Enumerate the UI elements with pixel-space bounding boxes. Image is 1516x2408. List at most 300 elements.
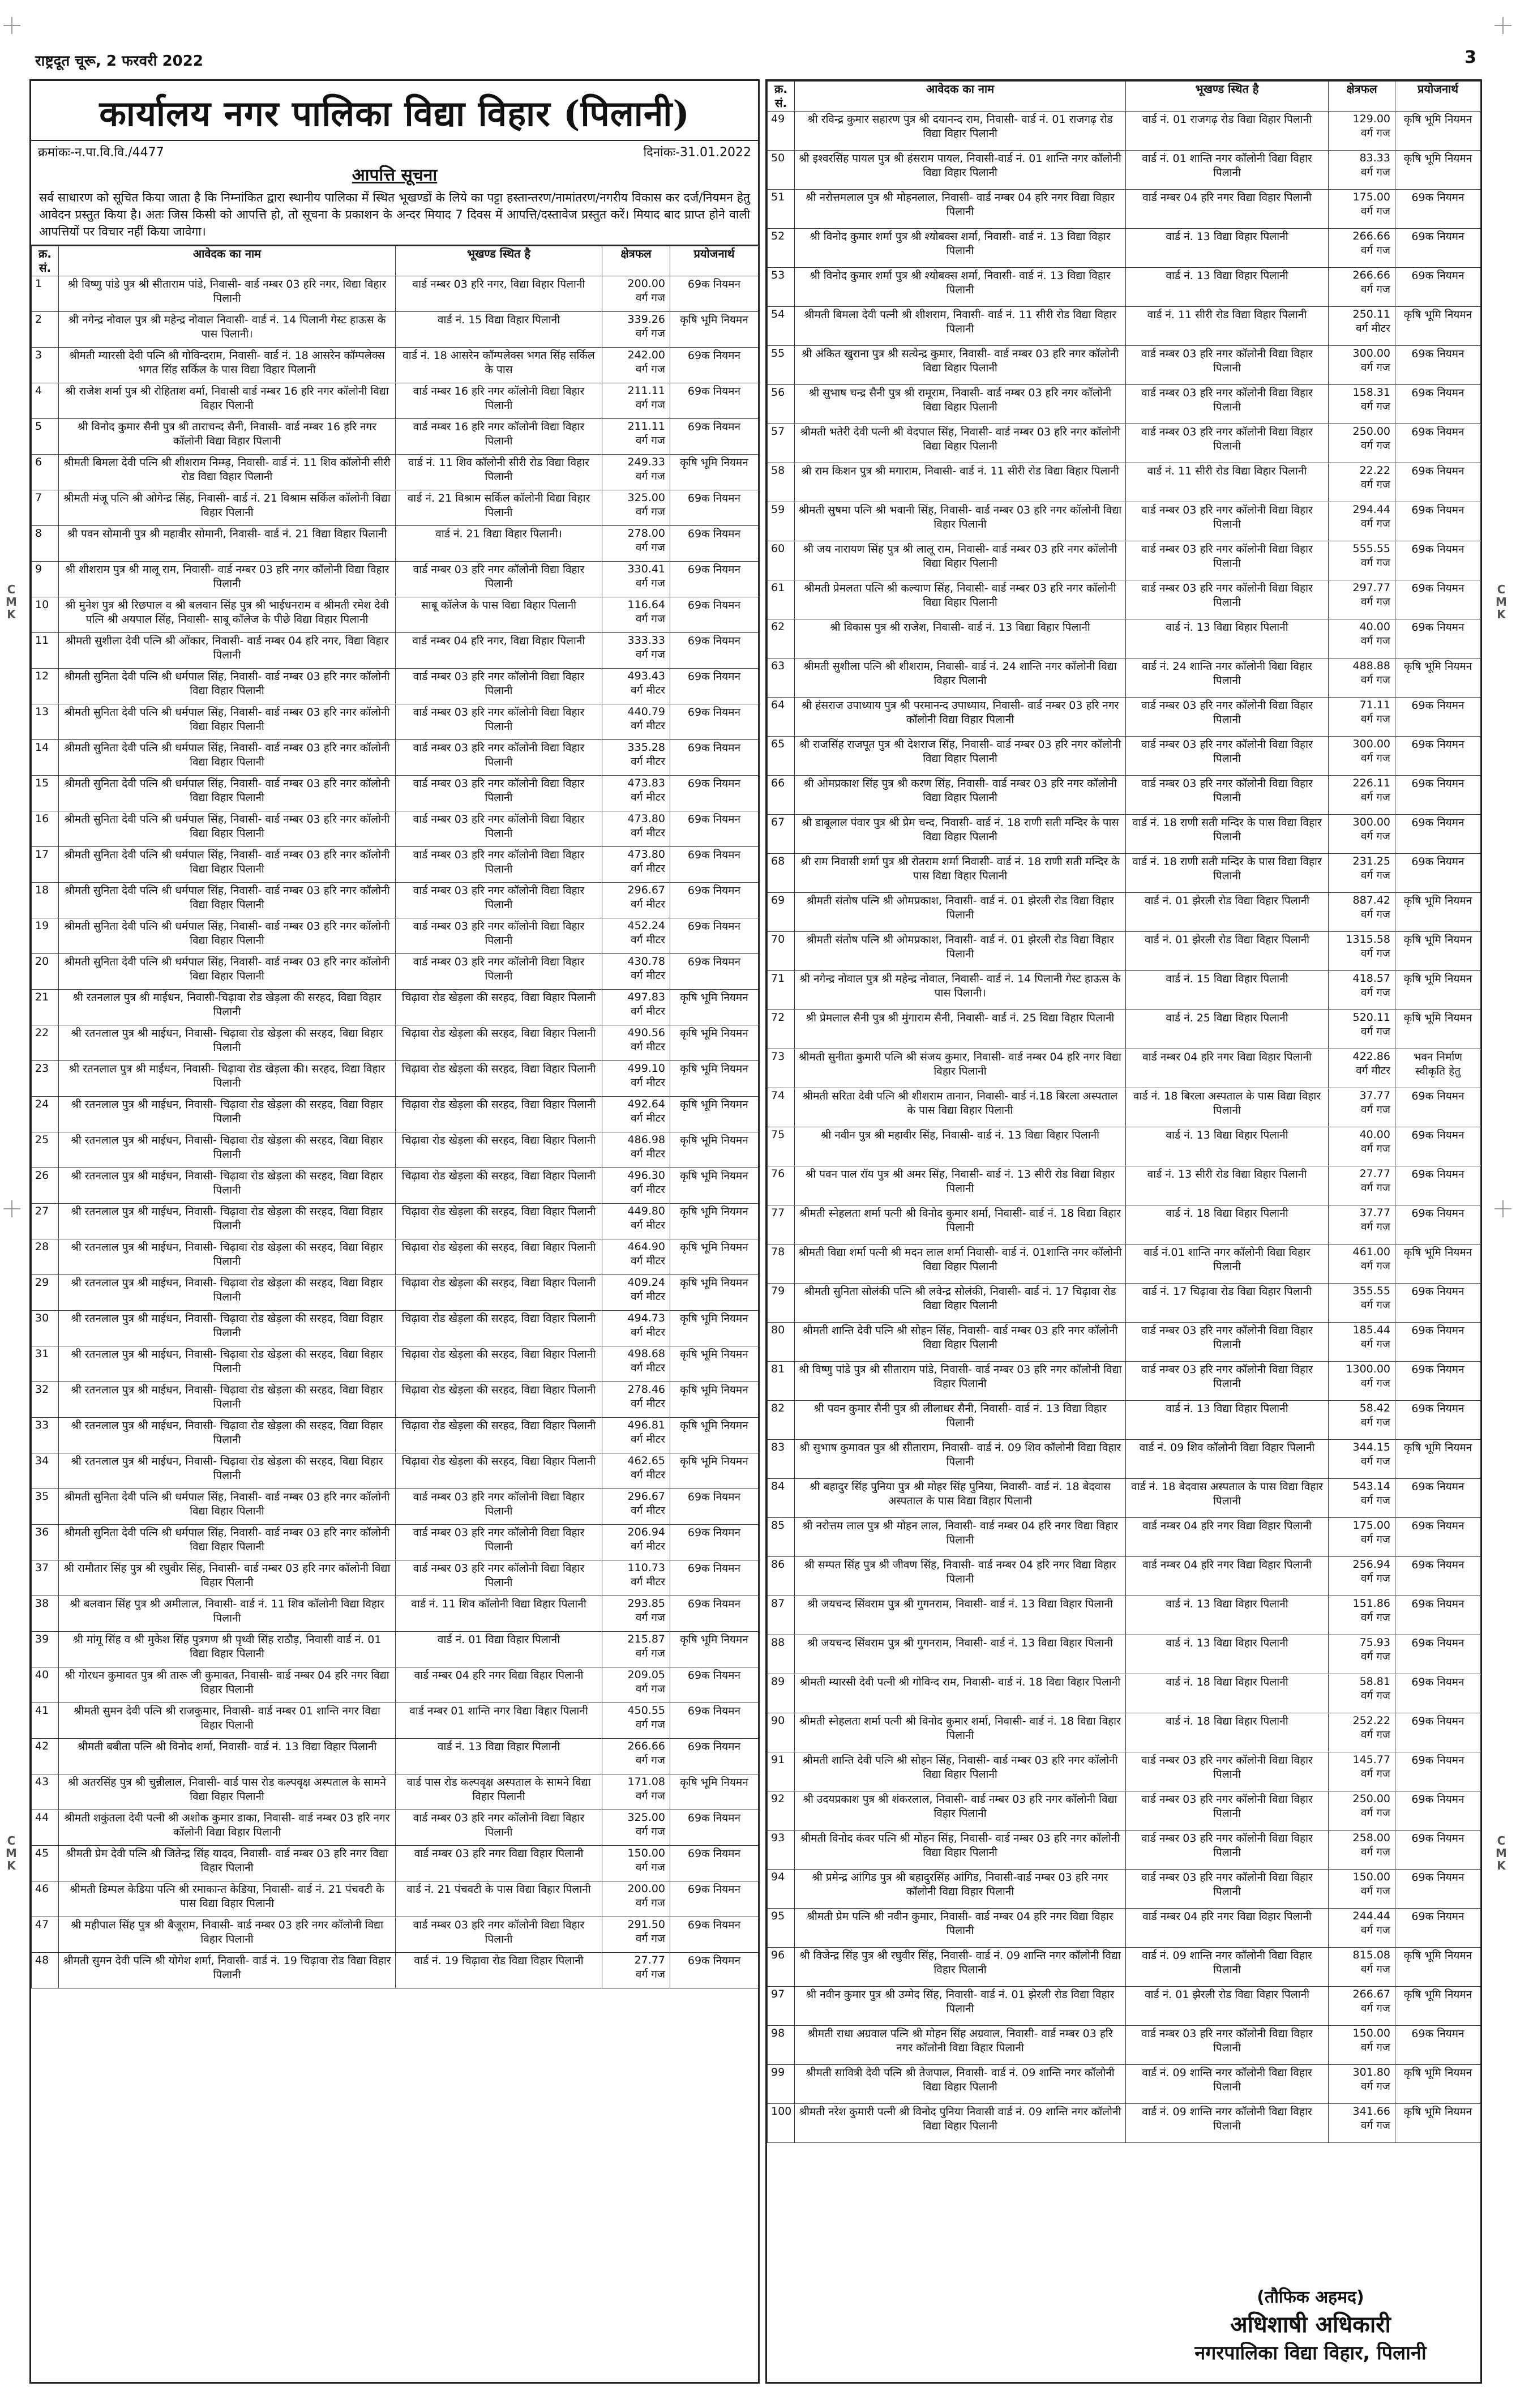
table-row: [768, 698, 1481, 737]
plot-area: [602, 419, 670, 455]
plot-area: [602, 633, 670, 669]
applicant-name: श्रीमती शान्ति देवी पत्नि श्री सोहन सिंह, निवासी- वार्ड नम्बर 03 हरि नगर कॉलोनी विद्या विहार पिलानी: [795, 1752, 1126, 1791]
row-serial: 66: [768, 776, 795, 815]
area-value: 499.10: [627, 1062, 665, 1075]
purpose: 69क नियमन: [670, 1560, 759, 1596]
purpose: 69क नियमन: [1395, 1518, 1481, 1557]
purpose: कृषि भूमि नियमन: [670, 1418, 759, 1453]
plot-area: [1329, 2065, 1395, 2104]
plot-area: [602, 1774, 670, 1810]
area-value: 250.00: [1352, 425, 1390, 438]
area-unit: वर्ग गज: [1360, 1221, 1390, 1233]
applicant-name: श्री जय नारायण सिंह पुत्र श्री लालू राम, निवासी- वार्ड नम्बर 03 हरि नगर कॉलोनी विद्या विहार पिलानी: [795, 541, 1126, 580]
plot-location: वार्ड नम्बर 03 हरि नगर कॉलोनी विद्या विहार पिलानी: [1126, 346, 1329, 385]
purpose: कृषि भूमि नियमन: [670, 1061, 759, 1097]
reg-c: C: [7, 1834, 16, 1847]
plot-area: [1329, 815, 1395, 854]
row-serial: 26: [32, 1168, 59, 1204]
plot-location: वार्ड नम्बर 04 हरि नगर विद्या विहार पिलानी: [1126, 1518, 1329, 1557]
purpose: भवन निर्माण स्वीकृति हेतु: [1395, 1049, 1481, 1088]
table-row: [32, 633, 759, 669]
area-unit: वर्ग गज: [1360, 1260, 1390, 1272]
applicant-name: श्री विजेन्द्र सिंह पुत्र श्री रघुवीर सिंह, निवासी- वार्ड नं. 09 शान्ति नगर कॉलोनी विद्या विहार पिलानी: [795, 1948, 1126, 1987]
plot-location: वार्ड नं. 25 विद्या विहार पिलानी: [1126, 1010, 1329, 1049]
purpose: कृषि भूमि नियमन: [670, 455, 759, 490]
row-serial: 17: [32, 847, 59, 883]
crop-mark-icon: [1494, 17, 1511, 34]
applicant-name: श्रीमती सावित्री देवी पत्नि श्री तेजपाल, निवासी- वार्ड नं. 09 शान्ति नगर कॉलोनी विद्या विहार पिलानी: [795, 2065, 1126, 2104]
applicant-name: श्रीमती सुशीला देवी पत्नि श्री ओंकार, निवासी- वार्ड नम्बर 04 हरि नगर, विद्या विहार पिलानी: [59, 633, 396, 669]
plot-area: [602, 1204, 670, 1239]
area-unit: वर्ग गज: [1360, 1572, 1390, 1585]
area-value: 488.88: [1352, 660, 1390, 672]
plot-area: [1329, 893, 1395, 932]
plot-location: वार्ड नम्बर 03 हरि नगर, विद्या विहार पिलानी: [396, 276, 602, 312]
area-unit: वर्ग गज: [635, 541, 665, 554]
area-unit: वर्ग मीटर: [631, 791, 665, 803]
applicant-name: श्रीमती सुमन देवी पत्नि श्री योगेश शर्मा, निवासी- वार्ड नं. 19 चिढ़ावा रोड विद्या विहार पिलानी: [59, 1953, 396, 1988]
plot-location: वार्ड नम्बर 03 हरि नगर कॉलोनी विद्या विहार पिलानी: [1126, 424, 1329, 463]
table-row: [32, 1418, 759, 1453]
table-row: [768, 268, 1481, 307]
area-value: 543.14: [1352, 1480, 1390, 1492]
plot-area: [1329, 1830, 1395, 1870]
plot-area: [1329, 541, 1395, 580]
area-value: 325.00: [627, 491, 665, 504]
area-unit: वर्ग मीटर: [631, 1005, 665, 1017]
table-row: [32, 276, 759, 312]
purpose: 69क नियमन: [670, 562, 759, 597]
purpose: 69क नियमन: [670, 847, 759, 883]
table-row: [768, 502, 1481, 541]
reg-m: M: [1496, 1846, 1507, 1860]
area-value: 1300.00: [1346, 1363, 1390, 1375]
area-value: 150.00: [1352, 2027, 1390, 2039]
row-serial: 64: [768, 698, 795, 737]
row-serial: 95: [768, 1909, 795, 1948]
plot-area: [1329, 1518, 1395, 1557]
row-serial: 3: [32, 348, 59, 383]
row-serial: 97: [768, 1987, 795, 2026]
table-row: [32, 1168, 759, 1204]
area-value: 22.22: [1359, 464, 1390, 477]
area-unit: वर्ग गज: [1360, 517, 1390, 530]
purpose: 69क नियमन: [1395, 229, 1481, 268]
registration-mark-left-lower: [5, 1834, 18, 1872]
area-unit: वर्ग गज: [635, 648, 665, 661]
area-unit: वर्ग गज: [1360, 2080, 1390, 2093]
plot-area: [1329, 737, 1395, 776]
row-serial: 91: [768, 1752, 795, 1791]
plot-location: वार्ड नं. 21 विश्राम सर्किल कॉलोनी विद्या विहार पिलानी: [396, 490, 602, 526]
plot-area: [1329, 502, 1395, 541]
applicant-name: श्री सुभाष चन्द्र सैनी पुत्र श्री रामूराम, निवासी- वार्ड नम्बर 03 हरि नगर कॉलोनी विद्या विहार पिलानी: [795, 385, 1126, 424]
area-unit: वर्ग गज: [635, 1718, 665, 1731]
area-unit: वर्ग गज: [1360, 908, 1390, 921]
plot-area: [1329, 346, 1395, 385]
area-unit: वर्ग मीटर: [631, 1255, 665, 1267]
applicant-name: श्री इश्वरसिंह पायल पुत्र श्री हंसराम पायल, निवासी-वार्ड नं. 01 शान्ति नगर कॉलोनी विद्या विहार पिलानी: [795, 151, 1126, 190]
applicant-name: श्री महीपाल सिंह पुत्र श्री बैजूराम, निवासी- वार्ड नम्बर 03 हरि नगर कॉलोनी विद्या विहार पिलानी: [59, 1917, 396, 1953]
table-row: [32, 1810, 759, 1846]
plot-location: चिढ़ावा रोड खेड़ला की सरहद, विद्या विहार पिलानी: [396, 1453, 602, 1489]
table-row: [768, 1323, 1481, 1362]
table-body-right: [768, 112, 1481, 2143]
plot-area: [1329, 1635, 1395, 1674]
area-value: 422.86: [1352, 1050, 1390, 1063]
table-row: [768, 1909, 1481, 1948]
applicant-name: श्री सुभाष कुमावत पुत्र श्री सीताराम, निवासी- वार्ड नं. 09 शिव कॉलोनी विद्या विहार पिलानी: [795, 1440, 1126, 1479]
area-value: 250.00: [1352, 1793, 1390, 1805]
table-row: [768, 1088, 1481, 1127]
plot-area: [1329, 229, 1395, 268]
table-row: [768, 1440, 1481, 1479]
header-area: क्षेत्रफल: [602, 246, 670, 276]
area-unit: वर्ग गज: [635, 1683, 665, 1695]
notice-heading: आपत्ति सूचना: [352, 165, 438, 185]
plot-location: वार्ड नं. 13 विद्या विहार पिलानी: [1126, 268, 1329, 307]
purpose: 69क नियमन: [1395, 1166, 1481, 1205]
plot-location: वार्ड नं. 13 विद्या विहार पिलानी: [1126, 619, 1329, 658]
plot-area: [1329, 1440, 1395, 1479]
row-serial: 58: [768, 463, 795, 502]
applicant-name: श्रीमती बिमला देवी पत्नि श्री शीशराम निम्म्ड़, निवासी- वार्ड नं. 11 शिव कॉलोनी सीरी रोड विद्या विहार पिलानी: [59, 455, 396, 490]
plot-area: [1329, 1479, 1395, 1518]
row-serial: 90: [768, 1713, 795, 1752]
table-row: [768, 1713, 1481, 1752]
plot-location: चिढ़ावा रोड खेड़ला की सरहद, विद्या विहार पिलानी: [396, 1239, 602, 1275]
area-value: 887.42: [1352, 894, 1390, 906]
area-unit: वर्ग गज: [1360, 1143, 1390, 1155]
purpose: 69क नियमन: [1395, 1791, 1481, 1830]
plot-area: [1329, 580, 1395, 619]
plot-area: [602, 1311, 670, 1346]
table-row: [32, 312, 759, 348]
area-value: 409.24: [627, 1276, 665, 1289]
area-value: 266.66: [627, 1740, 665, 1752]
area-value: 185.44: [1352, 1324, 1390, 1336]
purpose: 69क नियमन: [1395, 190, 1481, 229]
area-value: 171.08: [627, 1776, 665, 1788]
row-serial: 49: [768, 112, 795, 151]
applicant-name: श्री मुनेश पुत्र श्री रिछपाल व श्री बलवान सिंह पुत्र श्री भाईधनराम व श्रीमती रमेश देवी पत्नि श्री अयपाल सिंह, निवासी- साबू कॉलेज के पीछे विद्या विहार पिलानी: [59, 597, 396, 633]
table-row: [768, 1205, 1481, 1244]
row-serial: 27: [32, 1204, 59, 1239]
plot-location: वार्ड नम्बर 04 हरि नगर विद्या विहार पिलानी: [1126, 190, 1329, 229]
plot-area: [602, 1596, 670, 1632]
row-serial: 46: [32, 1881, 59, 1917]
table-row: [768, 424, 1481, 463]
applicant-name: श्री जयचन्द सिंवराम पुत्र श्री गुगनराम, निवासी- वार्ड नं. 13 विद्या विहार पिलानी: [795, 1596, 1126, 1635]
applicant-name: श्री अतरसिंह पुत्र श्री चुन्नीलाल, निवासी- वार्ड पास रोड कल्पवृक्ष अस्पताल के सामने विद्या विहार पिलानी: [59, 1774, 396, 1810]
applicant-name: श्री रतनलाल पुत्र श्री माईधन, निवासी- चिढ़ावा रोड खेड़ला की सरहद, विद्या विहार पिलानी: [59, 1168, 396, 1204]
plot-area: [602, 1025, 670, 1061]
plot-area: [602, 490, 670, 526]
newspaper-page: [29, 40, 1482, 2389]
row-serial: 62: [768, 619, 795, 658]
plot-location: वार्ड नं. 13 सीरी रोड विद्या विहार पिलानी: [1126, 1166, 1329, 1205]
row-serial: 25: [32, 1132, 59, 1168]
plot-area: [1329, 1166, 1395, 1205]
purpose: 69क नियमन: [1395, 1401, 1481, 1440]
applicant-name: श्रीमती म्यारसी देवी पत्नि श्री गोविन्दराम, निवासी- वार्ड नं. 18 आसरेन कॉम्पलेक्स भगत सिंह सर्किल के पास विद्या विहार पिलानी: [59, 348, 396, 383]
area-unit: वर्ग गज: [1360, 205, 1390, 217]
area-unit: वर्ग मीटर: [631, 969, 665, 982]
area-value: 71.11: [1359, 699, 1390, 711]
table-row: [768, 1674, 1481, 1713]
row-serial: 80: [768, 1323, 795, 1362]
row-serial: 54: [768, 307, 795, 346]
area-unit: वर्ग मीटर: [631, 1112, 665, 1124]
plot-area: [602, 348, 670, 383]
purpose: कृषि भूमि नियमन: [1395, 932, 1481, 971]
crop-mark-icon: [3, 17, 20, 34]
applicant-name: श्रीमती सुनिता देवी पत्नि श्री धर्मपाल सिंह, निवासी- वार्ड नम्बर 03 हरि नगर कॉलोनी विद्या विहार पिलानी: [59, 918, 396, 954]
row-serial: 5: [32, 419, 59, 455]
row-serial: 52: [768, 229, 795, 268]
row-serial: 11: [32, 633, 59, 669]
area-value: 496.30: [627, 1169, 665, 1182]
purpose: 69क नियमन: [670, 811, 759, 847]
area-unit: वर्ग गज: [1360, 439, 1390, 452]
area-unit: वर्ग गज: [1360, 166, 1390, 178]
plot-area: [602, 669, 670, 704]
row-serial: 50: [768, 151, 795, 190]
row-serial: 67: [768, 815, 795, 854]
purpose: 69क नियमन: [670, 954, 759, 990]
table-row: [768, 1127, 1481, 1166]
plot-area: [602, 312, 670, 348]
plot-location: वार्ड नं. 01 शान्ति नगर कॉलोनी विद्या विहार पिलानी: [1126, 151, 1329, 190]
applicant-name: श्री विनोद कुमार शर्मा पुत्र श्री श्योबक्स शर्मा, निवासी- वार्ड नं. 13 विद्या विहार पिलानी: [795, 268, 1126, 307]
plot-location: वार्ड नम्बर 16 हरि नगर कॉलोनी विद्या विहार पिलानी: [396, 419, 602, 455]
applicant-name: श्रीमती सुमन देवी पत्नि श्री राजकुमार, निवासी- वार्ड नम्बर 01 शान्ति नगर विद्या विहार पिलानी: [59, 1703, 396, 1739]
area-value: 215.87: [627, 1633, 665, 1645]
applicant-name: श्रीमती सुनिता देवी पत्नि श्री धर्मपाल सिंह, निवासी- वार्ड नम्बर 03 हरि नगर कॉलोनी विद्या विहार पिलानी: [59, 740, 396, 776]
plot-area: [602, 1632, 670, 1667]
area-value: 497.83: [627, 991, 665, 1003]
purpose: 69क नियमन: [1395, 1713, 1481, 1752]
table-row: [768, 190, 1481, 229]
applicant-name: श्रीमती मंजू पत्नि श्री ओगेन्द्र सिंह, निवासी- वार्ड नं. 21 विश्राम सर्किल कॉलोनी विद्या विहार पिलानी: [59, 490, 396, 526]
area-value: 200.00: [627, 1883, 665, 1895]
plot-location: वार्ड नम्बर 03 हरि नगर कॉलोनी विद्या विहार पिलानी: [396, 918, 602, 954]
table-row: [32, 348, 759, 383]
applicant-name: श्री मांगू सिंह व श्री मुकेश सिंह पुत्रगण श्री पृथ्वी सिंह राठौड़, निवासी वार्ड नं. 01 विद्या विहार पिलानी: [59, 1632, 396, 1667]
row-serial: 36: [32, 1525, 59, 1560]
row-serial: 94: [768, 1870, 795, 1909]
applicant-name: श्री रतनलाल पुत्र श्री माईधन, निवासी- चिढ़ावा रोड खेड़ला की सरहद, विद्या विहार पिलानी: [59, 1453, 396, 1489]
area-unit: वर्ग गज: [1360, 830, 1390, 842]
applicant-name: श्रीमती भतेरी देवी पत्नी श्री वेदपाल सिंह, निवासी- वार्ड नम्बर 03 हरि नगर कॉलोनी विद्या विहार पिलानी: [795, 424, 1126, 463]
signatory-designation: अधिशाषी अधिकारी: [1230, 2312, 1391, 2338]
plot-area: [602, 1525, 670, 1560]
plot-location: वार्ड नम्बर 03 हरि नगर कॉलोनी विद्या विहार पिलानी: [1126, 1362, 1329, 1401]
plot-area: [1329, 1244, 1395, 1284]
table-row: [32, 562, 759, 597]
area-unit: वर्ग मीटर: [631, 1326, 665, 1338]
row-serial: 16: [32, 811, 59, 847]
plot-location: वार्ड नं. 11 सीरी रोड विद्या विहार पिलानी: [1126, 463, 1329, 502]
plot-area: [602, 1739, 670, 1774]
area-value: 83.33: [1359, 152, 1390, 164]
purpose: 69क नियमन: [670, 419, 759, 455]
area-unit: वर्ग मीटर: [631, 1576, 665, 1588]
plot-location: वार्ड नम्बर 03 हरि नगर कॉलोनी विद्या विहार पिलानी: [396, 562, 602, 597]
crop-mark-icon: [1494, 1200, 1511, 1217]
area-value: 325.00: [627, 1811, 665, 1824]
plot-area: [602, 704, 670, 740]
area-value: 150.00: [627, 1847, 665, 1859]
purpose: कृषि भूमि नियमन: [670, 1025, 759, 1061]
area-value: 37.77: [1359, 1089, 1390, 1102]
applicant-name: श्रीमती सुनिता देवी पत्नि श्री धर्मपाल सिंह, निवासी- वार्ड नम्बर 03 हरि नगर कॉलोनी विद्या विहार पिलानी: [59, 776, 396, 811]
purpose: 69क नियमन: [670, 918, 759, 954]
table-row: [768, 1752, 1481, 1791]
applicant-name: श्रीमती बिमला देवी पत्नी श्री शीशराम, निवासी- वार्ड नं. 11 सीरी रोड विद्या विहार पिलानी: [795, 307, 1126, 346]
row-serial: 98: [768, 2026, 795, 2065]
area-unit: वर्ग गज: [1360, 1807, 1390, 1819]
purpose: 69क नियमन: [1395, 580, 1481, 619]
plot-location: वार्ड नम्बर 03 हरि नगर कॉलोनी विद्या विहार पिलानी: [396, 776, 602, 811]
area-value: 58.42: [1359, 1402, 1390, 1414]
plot-location: वार्ड नम्बर 03 हरि नगर कॉलोनी विद्या विहार पिलानी: [396, 1525, 602, 1560]
area-value: 27.77: [1359, 1167, 1390, 1180]
area-unit: वर्ग मीटर: [631, 1041, 665, 1053]
applicant-name: श्री विकास पुत्र श्री राजेश, निवासी- वार्ड नं. 13 विद्या विहार पिलानी: [795, 619, 1126, 658]
plot-area: [1329, 1948, 1395, 1987]
area-value: 464.90: [627, 1241, 665, 1253]
area-value: 291.50: [627, 1918, 665, 1931]
applicant-name: श्री पवन सोमानी पुत्र श्री महावीर सोमानी, निवासी- वार्ड नं. 21 विद्या विहार पिलानी: [59, 526, 396, 562]
row-serial: 31: [32, 1346, 59, 1382]
applicant-name: श्री रतनलाल पुत्र श्री माईधन, निवासी- चिढ़ावा रोड खेड़ला की सरहद, विद्या विहार पिलानी: [59, 1275, 396, 1311]
table-row: [768, 1244, 1481, 1284]
area-unit: वर्ग गज: [635, 577, 665, 589]
row-serial: 8: [32, 526, 59, 562]
area-value: 494.73: [627, 1312, 665, 1324]
applicant-name: श्री पवन कुमार सैनी पुत्र श्री लीलाधर सैनी, निवासी- वार्ड नं. 13 विद्या विहार पिलानी: [795, 1401, 1126, 1440]
table-row: [768, 1987, 1481, 2026]
plot-location: वार्ड नं. 09 शान्ति नगर कॉलोनी विद्या विहार पिलानी: [1126, 1948, 1329, 1987]
table-body-left: [32, 276, 759, 1988]
area-value: 355.55: [1352, 1285, 1390, 1297]
applicant-name: श्रीमती संतोष पत्नि श्री ओमप्रकाश, निवासी- वार्ड नं. 01 झेरली रोड विद्या विहार पिलानी: [795, 893, 1126, 932]
purpose: 69क नियमन: [1395, 1909, 1481, 1948]
plot-area: [1329, 1557, 1395, 1596]
plot-area: [602, 1846, 670, 1881]
table-row: [32, 1560, 759, 1596]
area-unit: वर्ग गज: [1360, 400, 1390, 413]
row-serial: 55: [768, 346, 795, 385]
row-serial: 63: [768, 658, 795, 698]
area-value: 58.81: [1359, 1675, 1390, 1688]
table-row: [32, 1097, 759, 1132]
row-serial: 85: [768, 1518, 795, 1557]
plot-area: [602, 990, 670, 1025]
applicant-name: श्रीमती संतोष पत्नि श्री ओमप्रकाश, निवासी- वार्ड नं. 01 झेरली रोड विद्या विहार पिलानी: [795, 932, 1126, 971]
table-row: [32, 1061, 759, 1097]
plot-location: वार्ड नम्बर 03 हरि नगर कॉलोनी विद्या विहार पिलानी: [396, 740, 602, 776]
reg-k: K: [1497, 608, 1506, 621]
area-unit: वर्ग गज: [1360, 869, 1390, 882]
plot-location: वार्ड नम्बर 03 हरि नगर कॉलोनी विद्या विहार पिलानी: [396, 954, 602, 990]
header-location: भूखण्ड स्थित है: [1126, 82, 1329, 112]
applicant-name: श्री उदयप्रकाश पुत्र श्री शंकरलाल, निवासी- वार्ड नम्बर 03 हरि नगर कॉलोनी विद्या विहार पिलानी: [795, 1791, 1126, 1830]
applicant-name: श्री विनोद कुमार सैनी पुत्र श्री ताराचन्द सैनी, निवासी- वार्ड नम्बर 16 हरि नगर कॉलोनी विद्या विहार पिलानी: [59, 419, 396, 455]
applicant-name: श्रीमती सुनिता देवी पत्नि श्री धर्मपाल सिंह, निवासी- वार्ड नम्बर 03 हरि नगर कॉलोनी विद्या विहार पिलानी: [59, 669, 396, 704]
table-row: [768, 1635, 1481, 1674]
table-row: [768, 1010, 1481, 1049]
plot-location: चिढ़ावा रोड खेड़ला की सरहद, विद्या विहार पिलानी: [396, 1275, 602, 1311]
plot-location: वार्ड नम्बर 03 हरि नगर कॉलोनी विद्या विहार पिलानी: [1126, 698, 1329, 737]
area-unit: वर्ग मीटर: [631, 1183, 665, 1196]
purpose: 69क नियमन: [670, 1810, 759, 1846]
plot-location: वार्ड नम्बर 03 हरि नगर कॉलोनी विद्या विहार पिलानी: [1126, 1791, 1329, 1830]
purpose: 69क नियमन: [1395, 1323, 1481, 1362]
area-unit: वर्ग मीटर: [631, 755, 665, 768]
plot-location: वार्ड नं. 15 विद्या विहार पिलानी: [1126, 971, 1329, 1010]
plot-location: वार्ड नम्बर 03 हरि नगर कॉलोनी विद्या विहार पिलानी: [1126, 1323, 1329, 1362]
area-unit: वर्ग गज: [635, 506, 665, 518]
crop-mark-icon: [3, 1200, 20, 1217]
row-serial: 40: [32, 1667, 59, 1703]
plot-area: [602, 562, 670, 597]
area-unit: वर्ग मीटर: [631, 1540, 665, 1552]
row-serial: 20: [32, 954, 59, 990]
plot-location: वार्ड नम्बर 16 हरि नगर कॉलोनी विद्या विहार पिलानी: [396, 383, 602, 419]
plot-area: [602, 954, 670, 990]
area-unit: वर्ग गज: [635, 1790, 665, 1802]
plot-location: वार्ड नं. 13 विद्या विहार पिलानी: [396, 1739, 602, 1774]
plot-location: वार्ड नं. 13 विद्या विहार पिलानी: [1126, 1596, 1329, 1635]
area-unit: वर्ग मीटर: [631, 1469, 665, 1481]
area-unit: वर्ग गज: [635, 327, 665, 340]
header-name: आवेदक का नाम: [795, 82, 1126, 112]
table-row: [32, 1489, 759, 1525]
purpose: कृषि भूमि नियमन: [1395, 2104, 1481, 2143]
table-row: [32, 847, 759, 883]
signatory-name: (तौफिक अहमद): [1257, 2287, 1364, 2307]
area-unit: वर्ग मीटर: [631, 1076, 665, 1089]
area-value: 339.26: [627, 313, 665, 326]
table-row: [32, 455, 759, 490]
plot-area: [602, 1453, 670, 1489]
purpose: कृषि भूमि नियमन: [670, 1311, 759, 1346]
applicant-name: श्रीमती शान्ति देवी पत्नि श्री सोहन सिंह, निवासी- वार्ड नम्बर 03 हरि नगर कॉलोनी विद्या विहार पिलानी: [795, 1323, 1126, 1362]
table-row: [768, 1518, 1481, 1557]
area-value: 250.11: [1352, 308, 1390, 320]
table-row: [768, 1362, 1481, 1401]
table-row: [768, 971, 1481, 1010]
plot-location: वार्ड नं. 18 बेदवास अस्पताल के पास विद्या विहार पिलानी: [1126, 1479, 1329, 1518]
row-serial: 60: [768, 541, 795, 580]
plot-location: वार्ड नं. 09 शिव कॉलोनी विद्या विहार पिलानी: [1126, 1440, 1329, 1479]
area-unit: वर्ग मीटर: [631, 1433, 665, 1445]
area-unit: वर्ग मीटर: [631, 934, 665, 946]
plot-area: [602, 1667, 670, 1703]
purpose: 69क नियमन: [1395, 1479, 1481, 1518]
table-row: [768, 541, 1481, 580]
row-serial: 59: [768, 502, 795, 541]
plot-location: वार्ड नं. 18 बिरला अस्पताल के पास विद्या विहार पिलानी: [1126, 1088, 1329, 1127]
area-unit: वर्ग गज: [635, 363, 665, 375]
purpose: कृषि भूमि नियमन: [1395, 1987, 1481, 2026]
purpose: 69क नियमन: [670, 704, 759, 740]
table-row: [768, 893, 1481, 932]
plot-location: वार्ड नं. 11 सीरी रोड विद्या विहार पिलानी: [1126, 307, 1329, 346]
purpose: 69क नियमन: [1395, 619, 1481, 658]
